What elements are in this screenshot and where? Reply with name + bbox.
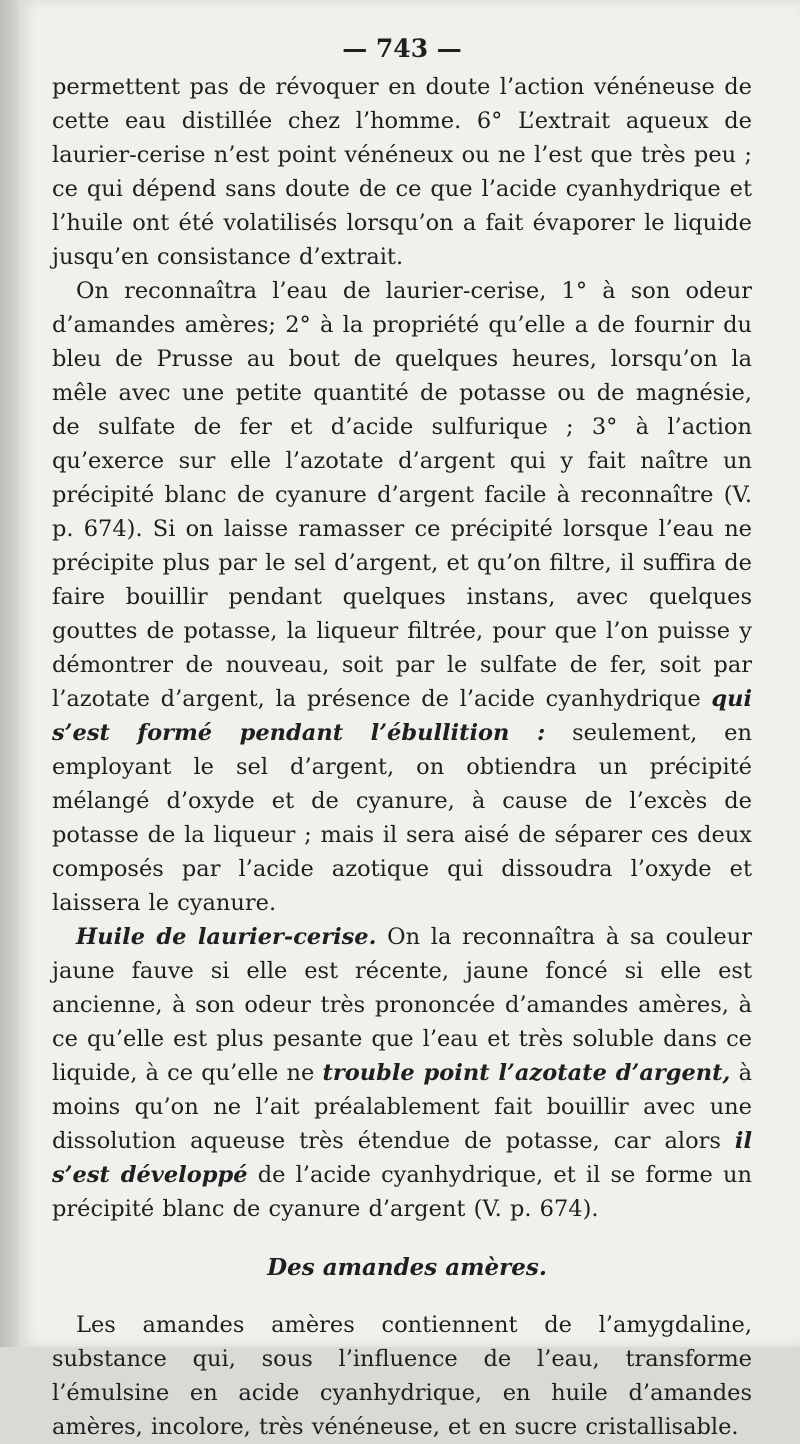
page-number: — 743 — [342,34,462,63]
page-binding-edge [0,0,18,1347]
paragraph-continuation [52,70,752,274]
page-content [52,28,752,1444]
paragraph-text-before-emphasis: On reconnaîtra l’eau de laurier-cerise, 1° à son odeur d’amandes amères; 2° à la propriété qu’elle a de fournir du bleu de Prusse au bout de quelques heures, lorsqu’on la mêle avec une petite quantité de potasse ou de magnésie, de sulfate de fer et d’acide sulfurique ; 3° à l’action qu’exerce sur elle l’azotate d’argent qui y fait naître un précipité blanc de cyanure d’argent facile à reconnaître (V. p. 674). Si on laisse ramasser ce précipité lorsque l’eau ne précipite plus par le sel d’argent, et qu’on filtre, il suffira de faire bouillir pendant quelques instans, avec quelques gouttes de potasse, la liqueur filtrée, pour que l’on puisse y démontrer de nouveau, soit par le sulfate de fer, soit par l’azotate d’argent, la présence de l’acide cyanhydrique [52,278,752,712]
paragraph-laurel-water-identification [52,274,752,920]
paragraph-text-after-emphasis: seulement, en employant le sel d’argent, on obtiendra un précipité mélangé d’oxyde et de cyanure, à cause de l’excès de potasse de la liqueur ; mais il sera aisé de séparer ces deux composés par l’acide azotique qui dissoudra l’oxyde et laissera le cyanure. [52,720,752,916]
emphasis-developpe: il s’est développé [52,1128,752,1188]
emphasis-trouble-point: trouble point l’azotate d’argent, [322,1060,731,1086]
paragraph-bitter-almonds [52,1308,752,1444]
paragraph-text-part3: de l’acide cyanhydrique, et il se forme un précipité blanc de cyanure d’argent (V. p. 674). [52,1162,752,1222]
emphasis-formed-during-boiling: qui s’est formé pendant l’ébullition : [52,686,752,746]
paragraph-text-part2: à moins qu’on ne l’ait préalablement fait bouillir avec une dissolution aqueuse très étendue de potasse, car alors [52,1060,752,1154]
section-title: Des amandes amères. [267,1254,547,1281]
term-huile-de-laurier-cerise: Huile de laurier-cerise. [76,924,377,950]
paragraph-bitter-almonds-text: Les amandes amères contiennent de l’amygdaline, substance qui, sous l’influence de l’eau, transforme l’émulsine en acide cyanhydrique, en huile d’amandes amères, incolore, très vénéneuse, et en sucre cristallisable. [52,1312,752,1440]
paragraph-laurel-oil [52,920,752,1226]
paragraph-text-part1: On la reconnaîtra à sa couleur jaune fauve si elle est récente, jaune foncé si elle est ancienne, à son odeur très prononcée d’amandes amères, à ce qu’elle est plus pesante que l’eau et très soluble dans ce liquide, à ce qu’elle ne [52,924,752,1086]
paragraph-continuation-text: permettent pas de révoquer en doute l’action vénéneuse de cette eau distillée chez l’homme. 6° L’extrait aqueux de laurier-cerise n’est point vénéneux ou ne l’est que très peu ; ce qui dépend sans doute de ce que l’acide cyanhydrique et l’huile ont été volatilisés lorsqu’on a fait évaporer le liquide jusqu’en consistance d’extrait. [52,74,752,270]
